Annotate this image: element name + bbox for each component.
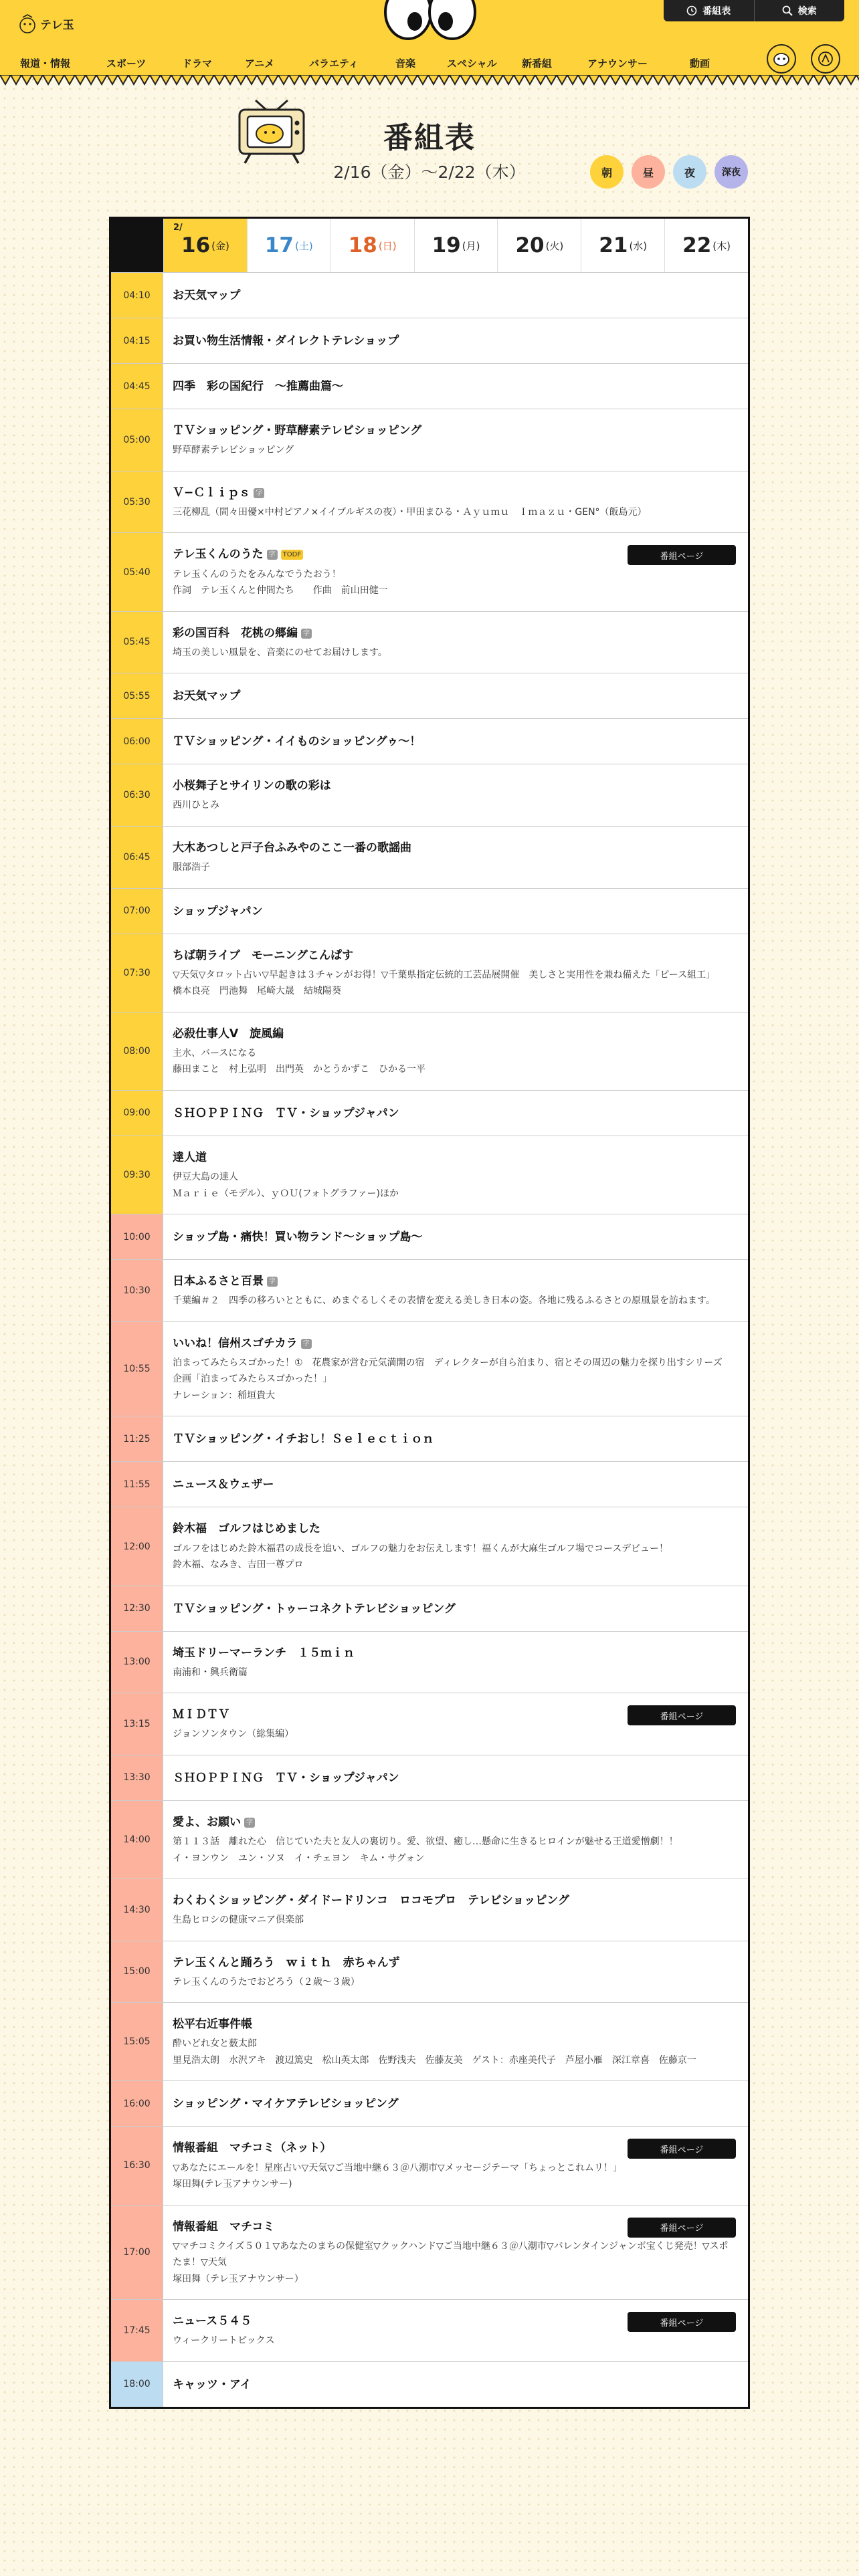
program-info	[163, 1091, 748, 1136]
program-time: 04:15	[111, 318, 163, 363]
program-title[interactable]	[173, 288, 733, 303]
program-info	[163, 1801, 748, 1879]
program-time: 05:40	[111, 533, 163, 611]
program-row	[111, 1631, 748, 1693]
program-info	[163, 533, 748, 611]
program-time: 13:30	[111, 1755, 163, 1800]
program-title[interactable]	[173, 379, 733, 394]
program-description: 西川ひとみ	[173, 800, 219, 811]
clock-icon	[686, 5, 697, 16]
program-row	[111, 1879, 748, 1941]
program-time: 15:05	[111, 2003, 163, 2080]
day-tab-weekday: (金)	[211, 239, 229, 252]
program-title-text: 情報番組 マチコミ（ネット）	[173, 2141, 332, 2155]
program-info	[163, 1012, 748, 1090]
mascot-eyes-icon	[380, 0, 480, 40]
program-description: 南浦和・興兵衛篇	[173, 1667, 248, 1678]
nav-video[interactable]: 動画	[690, 58, 710, 70]
utility-bar	[664, 0, 844, 21]
subtitle-badge: 字	[301, 1339, 312, 1349]
program-time: 07:00	[111, 889, 163, 934]
program-title-text: ＴＶショッピング・野草酵素テレビショッピング	[173, 424, 422, 438]
program-title-text: ＴＶショッピング・トゥーコネクトテレビショッピング	[173, 1602, 456, 1616]
program-row	[111, 2299, 748, 2361]
program-title-text: ＳＨＯＰＰＩＮＧ ＴＶ・ショップジャパン	[173, 1106, 399, 1120]
program-list	[111, 272, 748, 2407]
day-tab[interactable]	[330, 219, 414, 272]
program-info	[163, 2081, 748, 2126]
program-row	[111, 2126, 748, 2204]
program-time: 09:30	[111, 1136, 163, 1214]
program-title[interactable]	[173, 1602, 733, 1616]
program-row	[111, 718, 748, 764]
program-row	[111, 2002, 748, 2080]
program-time: 14:00	[111, 1801, 163, 1879]
time-zone-button[interactable]: 朝	[590, 155, 624, 189]
info-badge: TODF	[281, 550, 303, 560]
tetama-mascot-icon	[19, 13, 36, 33]
program-time: 05:30	[111, 471, 163, 533]
program-title-text: 達人道	[173, 1150, 207, 1164]
program-time: 06:30	[111, 764, 163, 826]
program-title-text: 松平右近事件帳	[173, 2018, 252, 2032]
program-info	[163, 612, 748, 673]
program-page-button[interactable]: 番組ページ	[628, 2139, 736, 2159]
program-time: 11:25	[111, 1416, 163, 1461]
program-time: 12:30	[111, 1586, 163, 1631]
program-row	[111, 888, 748, 934]
program-row	[111, 363, 748, 409]
program-description: 伊豆大島の達人	[173, 1172, 238, 1182]
nav-circle-icons	[767, 44, 840, 74]
program-description: イ・ヨンウン ユン・ソヌ イ・チェヨン キム・サグォン	[173, 1852, 425, 1864]
program-title[interactable]	[173, 1646, 733, 1660]
nav-variety[interactable]: バラエティ	[309, 58, 359, 70]
program-time: 13:00	[111, 1632, 163, 1693]
program-description: 生島ヒロシの健康マニア倶楽部	[173, 1915, 304, 1926]
program-title[interactable]	[173, 1274, 733, 1289]
program-info	[163, 1507, 748, 1585]
program-title[interactable]	[173, 423, 733, 438]
program-description: テレ玉くんのうたをみんなでうたおう！	[173, 568, 341, 580]
program-time: 09:00	[111, 1091, 163, 1136]
program-page-button[interactable]: 番組ページ	[628, 2218, 736, 2238]
time-zone-jump	[590, 155, 748, 189]
program-info	[163, 2362, 748, 2407]
program-time: 13:15	[111, 1693, 163, 1755]
program-title[interactable]	[173, 734, 733, 749]
program-description: ジョンソンタウン（総集編）	[173, 1729, 294, 1740]
program-row	[111, 1941, 748, 2003]
schedule-link[interactable]	[664, 0, 754, 21]
program-title-text: 彩の国百科 花桃の郷編	[173, 626, 298, 640]
program-description: ▽あなたにエールを！星座占い▽天気▽ご当地中継６３＠八潮市▽メッセージテーマ「ちょっとこれムリ！」	[173, 2162, 622, 2173]
nav-special[interactable]: スペシャル	[447, 58, 497, 70]
program-table	[109, 217, 750, 2409]
program-title-text: 埼玉ドリーマーランチ １５ｍｉｎ	[173, 1646, 355, 1660]
date-range: 2/16（金）〜2/22（木）	[333, 163, 526, 182]
day-tab[interactable]	[247, 219, 330, 272]
program-title-text: Ｖ−Ｃｌｉｐｓ	[173, 486, 251, 500]
time-zone-button[interactable]: 深夜	[714, 155, 748, 189]
program-title-text: ニュース５４５	[173, 2315, 252, 2329]
program-info	[163, 364, 748, 409]
program-title[interactable]	[173, 2017, 733, 2032]
program-info	[163, 1586, 748, 1631]
day-tab-date: 20	[515, 233, 545, 257]
program-row	[111, 2205, 748, 2300]
program-time: 15:00	[111, 1941, 163, 2003]
program-row	[111, 673, 748, 718]
program-title-text: 日本ふるさと百景	[173, 1275, 264, 1289]
program-description: 千葉編＃２ 四季の移ろいとともに、めまぐるしくその表情を変える美しき日本の姿。各地に残るふるさとの原風景を訪ねます。	[173, 1295, 715, 1307]
program-title[interactable]	[173, 334, 733, 348]
program-time: 05:00	[111, 409, 163, 471]
day-tab-date: 22	[682, 233, 712, 257]
title-area	[0, 75, 859, 202]
subtitle-badge: 字	[301, 629, 312, 639]
program-description: 野草酵素テレビショッピング	[173, 445, 294, 456]
program-row	[111, 934, 748, 1012]
search-link[interactable]	[754, 0, 845, 21]
program-title-text: 必殺仕事人Ⅴ 旋風編	[173, 1027, 284, 1041]
nav-announcer[interactable]: アナウンサー	[587, 58, 648, 70]
program-row	[111, 1461, 748, 1507]
program-info	[163, 1260, 748, 1321]
program-description: 里見浩太朗 水沢アキ 渡辺篤史 松山英太郎 佐野浅夫 佐藤友美 ゲスト：赤座美代子 芦屋小雁 深江章喜 佐藤京一	[173, 2054, 696, 2066]
schedule-link-label: 番組表	[702, 6, 731, 17]
program-time: 07:30	[111, 934, 163, 1012]
program-title-text: わくわくショッピング・ダイドードリンコ ロコモプロ テレビショッピング	[173, 1894, 569, 1908]
time-zone-button[interactable]: 夜	[673, 155, 706, 189]
program-title[interactable]	[173, 626, 733, 641]
day-tab[interactable]	[664, 219, 748, 272]
site-header	[0, 0, 859, 75]
program-description: Ｍａｒｉｅ（モデル）、ｙＯＵ(フォトグラファー)ほか	[173, 1188, 399, 1199]
program-title[interactable]	[173, 1150, 733, 1165]
subtitle-badge: 字	[254, 488, 264, 498]
program-time: 05:45	[111, 612, 163, 673]
program-title[interactable]	[173, 1027, 733, 1041]
program-description: 第１１３話 離れた心 信じていた夫と友人の裏切り。愛、欲望、癒し…懸命に生きるヒロインが魅せる王道愛憎劇！！	[173, 1836, 678, 1848]
program-description: ナレーション：稲垣貴大	[173, 1390, 276, 1401]
program-title-text: お買い物生活情報・ダイレクトテレショップ	[173, 334, 399, 348]
program-page-button[interactable]: 番組ページ	[628, 1705, 736, 1725]
program-description: 鈴木福、なみき、吉田一尊プロ	[173, 1560, 304, 1571]
program-info	[163, 827, 748, 888]
program-title[interactable]	[173, 841, 733, 855]
program-row	[111, 1012, 748, 1090]
program-info	[163, 409, 748, 471]
program-row	[111, 2080, 748, 2126]
program-row	[111, 1214, 748, 1259]
day-tab-date: 17	[264, 233, 294, 257]
nav-music[interactable]: 音楽	[395, 58, 416, 70]
time-zone-button[interactable]: 昼	[632, 155, 665, 189]
page-title: 番組表	[383, 121, 476, 155]
program-time: 04:45	[111, 364, 163, 409]
program-title[interactable]	[173, 1230, 733, 1245]
nav-anime[interactable]: アニメ	[245, 58, 275, 70]
program-info	[163, 764, 748, 826]
program-info	[163, 1632, 748, 1693]
program-info	[163, 719, 748, 764]
nav-news[interactable]: 報道・情報	[20, 58, 71, 70]
program-row	[111, 1755, 748, 1800]
program-row	[111, 826, 748, 888]
table-corner	[111, 219, 163, 272]
program-info	[163, 318, 748, 363]
program-title[interactable]	[173, 1815, 733, 1830]
program-description: テレ玉くんのうたでおどろう（２歳〜３歳）	[173, 1976, 360, 1988]
day-tab-weekday: (水)	[629, 239, 648, 252]
program-time: 14:30	[111, 1879, 163, 1941]
program-info	[163, 1322, 748, 1416]
program-info	[163, 1462, 748, 1507]
program-row	[111, 1259, 748, 1321]
program-time: 16:00	[111, 2081, 163, 2126]
program-title-text: ＴＶショッピング・イイものショッピングゥ〜！	[173, 735, 421, 749]
program-info	[163, 1941, 748, 2003]
program-time: 10:55	[111, 1322, 163, 1416]
program-description: 服部浩子	[173, 862, 210, 873]
program-title-text: 鈴木福 ゴルフはじめました	[173, 1522, 320, 1536]
program-title-text: ショップジャパン	[173, 904, 263, 918]
program-description: ゴルフをはじめた鈴木福君の成長を追い、ゴルフの魅力をお伝えします！福くんが大麻生ゴルフ場でコースデビュー！	[173, 1543, 669, 1554]
program-time: 06:00	[111, 719, 163, 764]
program-description: 三花柳乱（間々田優×中村ピアノ×イイブルギスの夜）・甲田まひる・Ａｙｕｍｕ Ｉｍａｚｕ・GEN°（飯島元）	[173, 506, 647, 518]
program-description: 主水、バースになる	[173, 1047, 257, 1059]
program-info	[163, 2127, 748, 2204]
program-title-text: いいね！信州スゴチカラ	[173, 1336, 298, 1350]
subtitle-badge: 字	[267, 1277, 278, 1287]
program-title-text: ＳＨＯＰＰＩＮＧ ＴＶ・ショップジャパン	[173, 1771, 399, 1785]
nav-sports[interactable]: スポーツ	[106, 58, 147, 70]
program-title-text: 愛よ、お願い	[173, 1815, 241, 1829]
program-title[interactable]	[173, 689, 733, 704]
day-tab-weekday: (月)	[462, 239, 480, 252]
program-time: 05:55	[111, 673, 163, 718]
program-title-text: ちば朝ライブ モーニングこんぱす	[173, 948, 353, 962]
nav-new-programs[interactable]: 新番組	[522, 58, 553, 70]
program-row	[111, 1693, 748, 1755]
program-time: 04:10	[111, 273, 163, 318]
program-info	[163, 471, 748, 533]
tv-guide-icon[interactable]	[767, 44, 796, 74]
program-title-text: お天気マップ	[173, 689, 241, 704]
day-tab-month: 2/	[173, 223, 183, 233]
day-tab-date: 18	[348, 233, 377, 257]
day-tab-date: 16	[181, 233, 211, 257]
program-row	[111, 409, 748, 471]
program-info	[163, 1136, 748, 1214]
program-row	[111, 318, 748, 363]
program-row	[111, 764, 748, 826]
program-info	[163, 673, 748, 718]
program-title-text: 大木あつしと戸子台ふみやのここ一番の歌謡曲	[173, 841, 411, 855]
program-description: ▽天気▽タロット占い▽早起きは３チャンがお得！▽千葉県指定伝統的工芸品展開催 美しさと実用性を兼ね備えた「ピース組工」	[173, 969, 716, 980]
program-row	[111, 471, 748, 533]
program-title[interactable]	[173, 1106, 733, 1121]
logo[interactable]	[19, 13, 74, 33]
program-info	[163, 1755, 748, 1800]
program-description: ▽マチコミクイズ５０１▽あなたのまちの保健室▽クックハンド▽ご当地中継６３＠八潮市▽バレンタインジャンボ宝くじ発売！▽スポたま！▽天気	[173, 2240, 729, 2268]
program-title[interactable]	[173, 486, 733, 500]
program-time: 10:30	[111, 1260, 163, 1321]
program-description: 藤田まこと 村上弘明 出門英 かとうかずこ ひかる一平	[173, 1064, 425, 1075]
program-title[interactable]	[173, 1477, 733, 1492]
program-info	[163, 1693, 748, 1755]
subtitle-badge: 字	[267, 550, 278, 560]
program-title[interactable]	[173, 904, 733, 919]
day-tab-weekday: (火)	[545, 239, 564, 252]
program-info	[163, 2206, 748, 2300]
program-time: 10:00	[111, 1214, 163, 1259]
radio-icon[interactable]	[811, 44, 840, 74]
program-row	[111, 2361, 748, 2407]
day-tab[interactable]	[163, 219, 247, 272]
program-row	[111, 1586, 748, 1631]
program-time: 18:00	[111, 2362, 163, 2407]
program-page-button[interactable]: 番組ページ	[628, 545, 736, 565]
subtitle-badge: 字	[244, 1818, 255, 1828]
program-title-text: 情報番組 マチコミ	[173, 2220, 275, 2234]
program-title[interactable]	[173, 1893, 733, 1908]
day-tab[interactable]	[497, 219, 581, 272]
program-description: 作詞 テレ玉くんと仲間たち 作曲 前山田健一	[173, 585, 388, 597]
program-description: 橋本良亮 門池舞 尾崎大晟 結城陽葵	[173, 986, 341, 997]
program-title-text: テレ玉くんのうた	[173, 548, 264, 562]
program-time: 17:45	[111, 2300, 163, 2361]
program-info	[163, 889, 748, 934]
program-title[interactable]	[173, 1432, 733, 1446]
program-description: ウィークリートピックス	[173, 2335, 275, 2347]
day-tab[interactable]	[414, 219, 498, 272]
program-title-text: キャッツ・アイ	[173, 2377, 252, 2391]
program-title-text: ＴＶショッピング・イチおし！Ｓｅｌｅｃｔｉｏｎ	[173, 1432, 434, 1446]
program-info	[163, 2003, 748, 2080]
program-time: 17:00	[111, 2206, 163, 2300]
program-row	[111, 1321, 748, 1416]
program-row	[111, 1090, 748, 1136]
program-info	[163, 2300, 748, 2361]
day-tabs	[111, 219, 748, 272]
program-row	[111, 1507, 748, 1585]
program-title-text: お天気マップ	[173, 289, 241, 302]
program-info	[163, 1879, 748, 1941]
day-tab-date: 19	[432, 233, 461, 257]
program-row	[111, 1136, 748, 1214]
program-title[interactable]	[173, 1955, 733, 1970]
program-row	[111, 272, 748, 318]
program-title-text: ニュース＆ウェザー	[173, 1478, 274, 1492]
program-title[interactable]	[173, 1336, 733, 1351]
program-description: 塚田舞（テレ玉アナウンサー）	[173, 2273, 304, 2284]
program-time: 06:45	[111, 827, 163, 888]
program-info	[163, 1416, 748, 1461]
program-row	[111, 611, 748, 673]
program-time: 12:00	[111, 1507, 163, 1585]
program-row	[111, 1800, 748, 1879]
program-time: 16:30	[111, 2127, 163, 2204]
program-title[interactable]	[173, 778, 733, 793]
program-description: 塚田舞(テレ玉アナウンサー)	[173, 2179, 292, 2189]
day-tab[interactable]	[581, 219, 664, 272]
program-info	[163, 273, 748, 318]
program-title[interactable]	[173, 948, 733, 963]
program-info	[163, 934, 748, 1012]
program-title-text: ＭＩＤＴＶ	[173, 1708, 229, 1722]
program-page-button[interactable]: 番組ページ	[628, 2312, 736, 2332]
day-tab-weekday: (日)	[378, 239, 397, 252]
program-title[interactable]	[173, 2097, 733, 2111]
day-tab-weekday: (土)	[295, 239, 313, 252]
program-time: 08:00	[111, 1012, 163, 1090]
program-time: 11:55	[111, 1462, 163, 1507]
day-tab-date: 21	[599, 233, 628, 257]
logo-text: テレ玉	[40, 18, 74, 32]
program-description: 酔いどれ女と薮太郎	[173, 2038, 257, 2050]
program-info	[163, 1214, 748, 1259]
program-title[interactable]	[173, 2377, 733, 2392]
program-title-text: ショッピング・マイケアテレビショッピング	[173, 2097, 399, 2111]
program-description: 泊まってみたらスゴかった！① 花農家が営む元気満開の宿 ディレクターが自ら泊まり、宿とその周辺の魅力を探り出すシリーズ企画「泊まってみたらスゴかった！」	[173, 1357, 723, 1385]
program-title[interactable]	[173, 1521, 733, 1536]
program-description: 埼玉の美しい風景を、音楽にのせてお届けします。	[173, 647, 387, 658]
search-link-label: 検索	[797, 6, 817, 17]
program-title-text: 四季 彩の国紀行 〜推薦曲篇〜	[173, 380, 343, 394]
search-icon	[782, 5, 793, 16]
program-row	[111, 532, 748, 611]
main-nav	[20, 56, 710, 70]
day-tab-weekday: (木)	[712, 239, 731, 252]
program-title-text: テレ玉くんと踊ろう ｗｉｔｈ 赤ちゃんず	[173, 1955, 400, 1969]
nav-drama[interactable]: ドラマ	[182, 58, 213, 70]
program-title-text: 小桜舞子とサイリンの歌の彩は	[173, 779, 331, 793]
program-title[interactable]	[173, 1771, 733, 1786]
program-title-text: ショップ島・痛快！買い物ランド〜ショップ島〜	[173, 1230, 423, 1244]
program-row	[111, 1416, 748, 1461]
